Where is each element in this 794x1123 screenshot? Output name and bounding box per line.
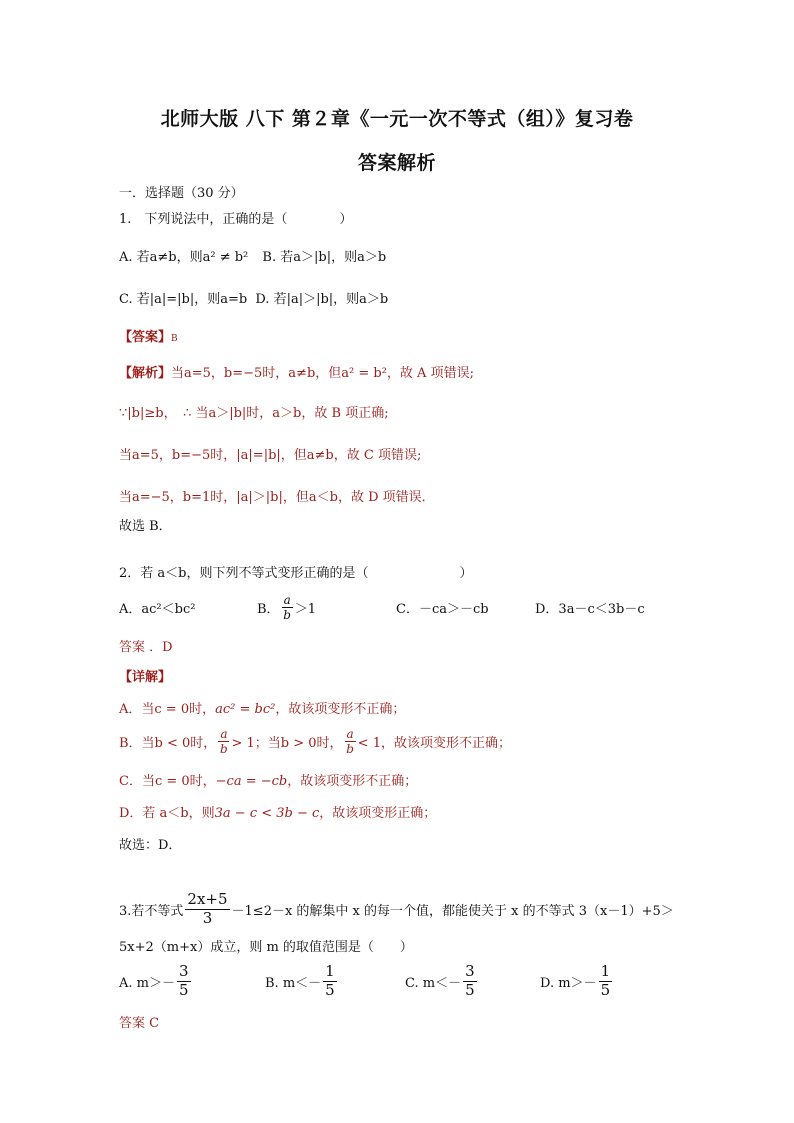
q1-stem: 1. 下列说法中，正确的是（ ） (119, 212, 353, 227)
q3-option-c-fraction (463, 964, 477, 998)
q2-detail-a (119, 698, 405, 717)
q2-detail-d (119, 802, 436, 821)
q3-option-a-denominator: 5 (178, 981, 189, 999)
q2-detail-b-numerator-2: a (346, 726, 354, 741)
q2-detail-b-fraction-1 (218, 728, 229, 755)
q2-detail-d-formula: 3a − c < 3b − c (214, 806, 320, 821)
q3-option-a-fraction (177, 964, 191, 998)
q2-options (119, 592, 645, 622)
q3-option-b (265, 964, 405, 998)
q2-option-b-label: B． (257, 601, 280, 617)
q2-option-b-denominator: b (283, 607, 291, 622)
q3-option-d-denominator: 5 (600, 981, 611, 999)
q3-stem-fraction (185, 892, 229, 926)
q2-detail-c-formula: −ca = −cb (215, 774, 288, 789)
q3-option-d-label: D. m＞－ (540, 975, 597, 991)
q2-detail-b-denominator-1: b (220, 741, 228, 756)
q3-option-c-label: C. m＜－ (405, 975, 462, 991)
q1-answer (119, 326, 178, 345)
q3-stem-text-1: 3.若不等式 (119, 903, 184, 919)
q2-detail-b (119, 724, 511, 758)
q1-analysis-label: 【解析】 (119, 366, 172, 381)
q2-detail-b-middle: > 1；当b > 0时， (231, 735, 343, 751)
q1-option-c: C. 若|a|=|b|，则a=b (119, 292, 248, 307)
q2-option-b-fraction (282, 594, 293, 621)
q1-option-a: A. 若a≠b，则a² ≠ b² (119, 250, 249, 265)
q3-answer: 答案 C (119, 1016, 160, 1031)
q2-detail-c-conclusion: ，故该项变形不正确； (287, 774, 418, 789)
q2-conclusion: 故选：D． (119, 838, 182, 853)
q3-stem-numerator: 2x+5 (187, 890, 228, 908)
q3-stem-denominator: 3 (202, 909, 213, 927)
q3-option-c (405, 964, 540, 998)
q3-option-c-numerator: 3 (465, 962, 475, 980)
q2-detail-label: 【详解】 (119, 670, 172, 685)
q3-options (119, 962, 614, 1000)
q2-option-b (257, 594, 396, 621)
q3-option-d-numerator: 1 (600, 962, 611, 980)
q2-detail-a-conclusion: ，故该项变形不正确； (275, 702, 406, 717)
q2-detail-a-text: A．当c = 0时， (119, 702, 216, 717)
q3-option-a-label: A. m＞－ (119, 975, 175, 991)
q2-detail-c (119, 770, 417, 789)
q2-option-b-numerator: a (283, 592, 291, 607)
q2-detail-c-text: C．当c = 0时， (119, 774, 216, 789)
q2-option-c: C．－ca＞－cb (396, 601, 489, 617)
q3-stem-text-2: －1≤2－x 的解集中 x 的每一个值，都能使关于 x 的不等式 3（x－1）+5＞ (231, 903, 674, 919)
q3-option-b-denominator: 5 (325, 981, 335, 999)
q3-option-d-fraction (599, 964, 613, 998)
q1-conclusion: 故选 B． (119, 519, 172, 534)
document-subtitle: 答案解析 (357, 152, 436, 174)
q3-stem-line-2: 5x+2（m+x）成立，则 m 的取值范围是（ ） (119, 940, 413, 955)
q2-detail-b-fraction-2 (345, 728, 356, 755)
q1-analysis-1 (119, 362, 474, 381)
q1-analysis-3: 当a=5，b=−5时，|a|=|b|，但a≠b，故 C 项错误; (119, 448, 422, 463)
q3-option-a-numerator: 3 (178, 962, 189, 980)
q1-options-ab (119, 246, 386, 265)
q2-answer: 答案 ．D (119, 640, 173, 655)
q3-option-b-label: B. m＜－ (265, 975, 322, 991)
q2-detail-b-conclusion: < 1，故该项变形不正确； (357, 735, 511, 751)
q2-detail-d-text: D．若 a＜b，则 (119, 806, 215, 821)
q2-option-a: A．ac²＜bc² (119, 601, 196, 617)
q1-options-cd (119, 288, 388, 307)
q1-answer-label: 【答案】 (119, 330, 172, 345)
q2-option-b-rest: ＞1 (294, 601, 316, 617)
q2-detail-a-formula: ac² = bc² (215, 702, 276, 717)
section-heading: 一．选择题（30 分） (119, 186, 244, 201)
q3-option-b-numerator: 1 (325, 962, 335, 980)
q2-detail-d-conclusion: ，故该项变形正确； (319, 806, 437, 821)
q3-option-a (119, 964, 265, 998)
document-title: 北师大版 八下 第２章《一元一次不等式（组）》复习卷 (160, 108, 634, 130)
q1-analysis-text-1: 当a=5，b=−5时，a≠b，但a² = b²，故 A 项错误; (171, 366, 474, 381)
q2-detail-b-denominator-2: b (346, 741, 354, 756)
q1-analysis-2: ∵|b|≥b， ∴ 当a＞|b|时，a＞b，故 B 项正确; (119, 406, 389, 421)
q2-stem: 2．若 a＜b，则下列不等式变形正确的是（ ） (119, 566, 473, 581)
q2-detail-b-numerator-1: a (220, 726, 228, 741)
q3-option-c-denominator: 5 (465, 981, 475, 999)
q1-answer-value: B (171, 334, 178, 344)
q3-option-b-fraction (323, 964, 337, 998)
q1-option-d: D. 若|a|＞|b|，则a＞b (255, 292, 389, 307)
q2-detail-b-text: B．当b < 0时， (119, 735, 217, 751)
q3-option-d (540, 964, 614, 998)
q1-option-b: B. 若a＞|b|，则a＞b (262, 250, 387, 265)
q3-stem-line-1 (119, 890, 674, 928)
q2-option-d: D．3a－c＜3b－c (535, 601, 645, 617)
q1-analysis-4: 当a=−5，b=1时，|a|＞|b|，但a＜b，故 D 项错误． (119, 490, 435, 505)
